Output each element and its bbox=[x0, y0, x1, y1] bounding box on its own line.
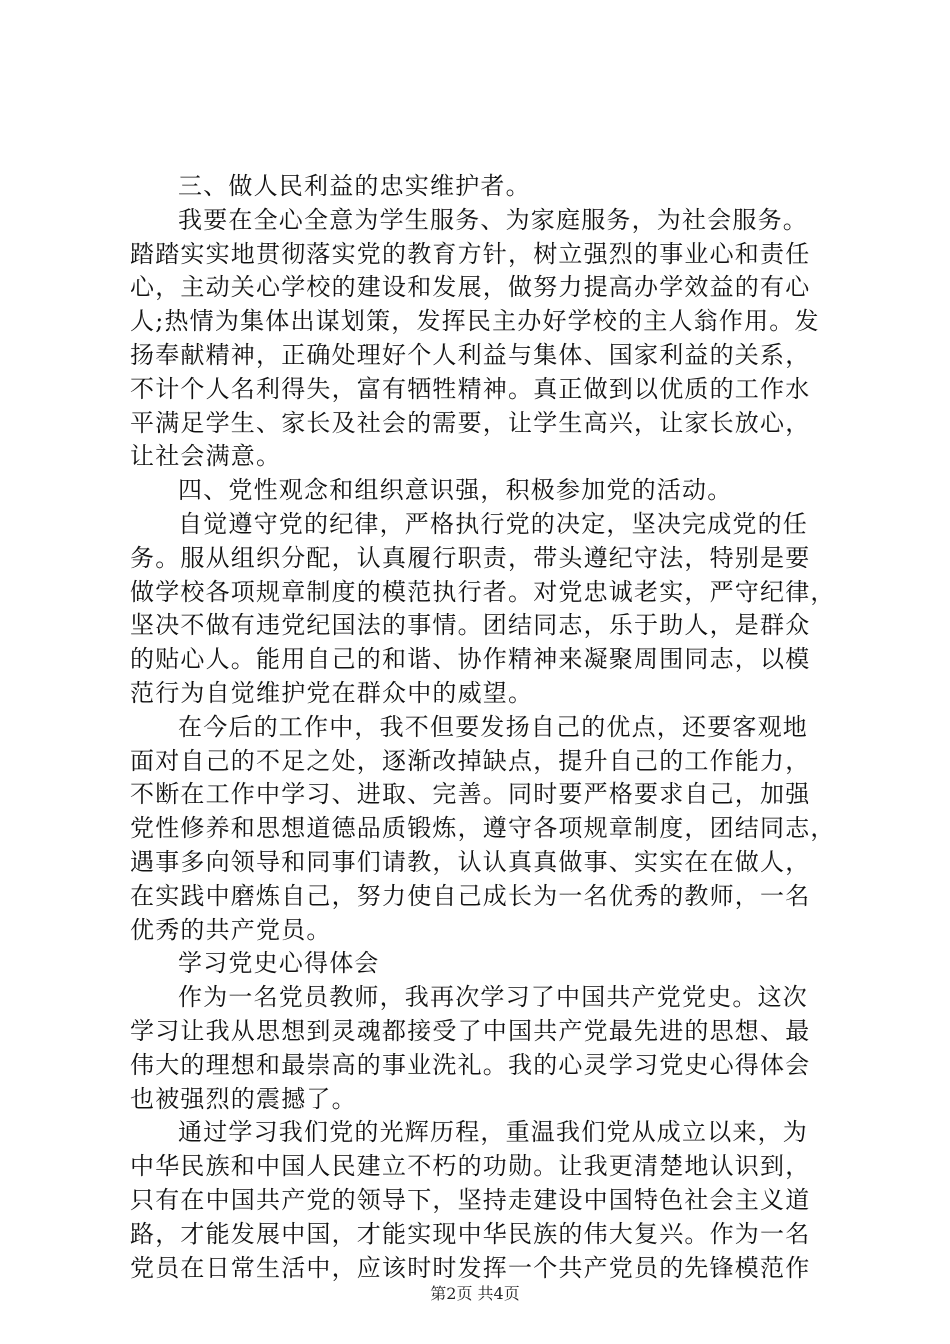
paragraph-line: 让社会满意。 bbox=[130, 442, 282, 471]
paragraph-line: 踏踏实实地贯彻落实党的教育方针，树立强烈的事业心和责任 bbox=[130, 239, 811, 268]
section-heading-3: 三、做人民利益的忠实维护者。 bbox=[178, 172, 531, 200]
paragraph-line: 通过学习我们党的光辉历程，重温我们党从成立以来，为 bbox=[178, 1118, 808, 1147]
paragraph-line: 学习让我从思想到灵魂都接受了中国共产党最先进的思想、最 bbox=[130, 1016, 811, 1045]
page-number-footer: 第2页 共4页 bbox=[430, 1284, 520, 1303]
paragraph-line: 的贴心人。能用自己的和谐、协作精神来凝聚周围同志，以模 bbox=[130, 645, 811, 674]
paragraph-line: 在今后的工作中，我不但要发扬自己的优点，还要客观地 bbox=[178, 712, 808, 741]
paragraph-line: 伟大的理想和最崇高的事业洗礼。我的心灵学习党史心得体会 bbox=[130, 1050, 811, 1079]
paragraph-line: 只有在中国共产党的领导下，坚持走建设中国特色社会主义道 bbox=[130, 1185, 811, 1214]
paragraph-line: 面对自己的不足之处，逐渐改掉缺点，提升自己的工作能力， bbox=[130, 746, 811, 775]
paragraph-line: 不断在工作中学习、进取、完善。同时要严格要求自己，加强 bbox=[130, 780, 811, 809]
paragraph-line: 范行为自觉维护党在群众中的威望。 bbox=[130, 678, 534, 707]
paragraph-line: 不计个人名利得失，富有牺牲精神。真正做到以优质的工作水 bbox=[130, 374, 811, 403]
paragraph-line: 我要在全心全意为学生服务、为家庭服务，为社会服务。 bbox=[178, 205, 808, 234]
paragraph-line: 也被强烈的震撼了。 bbox=[130, 1084, 357, 1113]
paragraph-line: 优秀的共产党员。 bbox=[130, 915, 332, 944]
paragraph-line: 中华民族和中国人民建立不朽的功勋。让我更清楚地认识到， bbox=[130, 1152, 811, 1181]
paragraph-line: 扬奉献精神，正确处理好个人利益与集体、国家利益的关系， bbox=[130, 340, 811, 369]
paragraph-line: 人;热情为集体出谋划策，发挥民主办好学校的主人翁作用。发 bbox=[130, 307, 820, 336]
paragraph-line: 作为一名党员教师，我再次学习了中国共产党党史。这次 bbox=[178, 983, 808, 1012]
article-title: 学习党史心得体会 bbox=[178, 949, 380, 978]
paragraph-line: 遇事多向领导和同事们请教，认认真真做事、实实在在做人， bbox=[130, 847, 811, 876]
paragraph-line: 党员在日常生活中，应该时时发挥一个共产党员的先锋模范作 bbox=[130, 1253, 811, 1282]
document-body bbox=[130, 170, 836, 1285]
paragraph-line: 在实践中磨炼自己，努力使自己成长为一名优秀的教师，一名 bbox=[130, 881, 811, 910]
paragraph-line: 平满足学生、家长及社会的需要，让学生高兴，让家长放心， bbox=[130, 408, 811, 437]
paragraph-line: 自觉遵守党的纪律，严格执行党的决定，坚决完成党的任 bbox=[178, 509, 808, 538]
paragraph-line: 心，主动关心学校的建设和发展，做努力提高办学效益的有心 bbox=[130, 273, 811, 302]
section-heading-4: 四、党性观念和组织意识强，积极参加党的活动。 bbox=[178, 476, 733, 505]
paragraph-line: 路，才能发展中国，才能实现中华民族的伟大复兴。作为一名 bbox=[130, 1219, 811, 1248]
paragraph-line: 坚决不做有违党纪国法的事情。团结同志，乐于助人，是群众 bbox=[130, 611, 811, 640]
paragraph-line: 做学校各项规章制度的模范执行者。对党忠诚老实，严守纪律， bbox=[130, 577, 836, 606]
paragraph-line: 务。服从组织分配，认真履行职责，带头遵纪守法，特别是要 bbox=[130, 543, 811, 572]
paragraph-line: 党性修养和思想道德品质锻炼，遵守各项规章制度，团结同志， bbox=[130, 814, 836, 843]
